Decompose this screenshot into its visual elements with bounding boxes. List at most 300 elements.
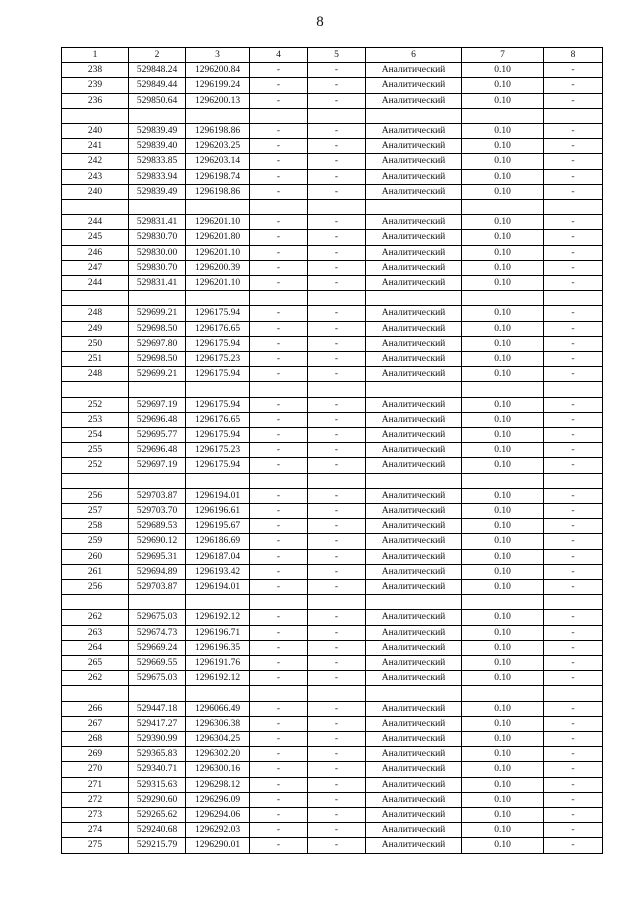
table-cell: 0.10	[462, 777, 544, 792]
table-cell: Аналитический	[366, 838, 462, 853]
table-cell: 529290.60	[129, 792, 186, 807]
table-cell: -	[544, 838, 603, 853]
column-header: 7	[462, 48, 544, 63]
table-cell: -	[250, 260, 308, 275]
table-cell: 1296290.01	[186, 838, 250, 853]
table-cell: Аналитический	[366, 716, 462, 731]
table-cell: 529849.44	[129, 78, 186, 93]
table-cell: -	[250, 169, 308, 184]
table-cell: 0.10	[462, 276, 544, 291]
table-cell	[462, 686, 544, 701]
table-cell: -	[544, 321, 603, 336]
table-cell: 1296300.16	[186, 762, 250, 777]
table-cell: -	[308, 412, 366, 427]
table-cell: 0.10	[462, 169, 544, 184]
table-cell: -	[308, 124, 366, 139]
table-cell: 529365.83	[129, 747, 186, 762]
table-cell: -	[250, 458, 308, 473]
table-cell: 248	[62, 306, 129, 321]
table-cell: 0.10	[462, 823, 544, 838]
table-row	[62, 488, 603, 503]
table-cell: 242	[62, 154, 129, 169]
table-cell: -	[544, 808, 603, 823]
table-cell: 0.10	[462, 580, 544, 595]
table-cell	[308, 595, 366, 610]
table-cell: 0.10	[462, 488, 544, 503]
table-cell: -	[544, 656, 603, 671]
table-row	[62, 564, 603, 579]
table-cell: 529848.24	[129, 63, 186, 78]
table-cell: 0.10	[462, 838, 544, 853]
table-cell: 0.10	[462, 625, 544, 640]
table-cell: 1296200.84	[186, 63, 250, 78]
table-cell	[462, 291, 544, 306]
table-cell	[250, 382, 308, 397]
table-cell: -	[250, 336, 308, 351]
table-row	[62, 154, 603, 169]
table-cell: -	[308, 336, 366, 351]
table-cell: 260	[62, 549, 129, 564]
table-cell	[366, 108, 462, 123]
table-cell: 529839.49	[129, 124, 186, 139]
table-row-spacer	[62, 108, 603, 123]
table-cell: -	[544, 139, 603, 154]
table-row	[62, 412, 603, 427]
table-cell: -	[308, 139, 366, 154]
table-row	[62, 397, 603, 412]
table-cell: Аналитический	[366, 625, 462, 640]
table-cell: 0.10	[462, 352, 544, 367]
table-row	[62, 747, 603, 762]
table-cell: Аналитический	[366, 336, 462, 351]
table-cell	[62, 686, 129, 701]
table-cell: -	[544, 412, 603, 427]
table-cell	[186, 200, 250, 215]
table-cell: 1296176.65	[186, 321, 250, 336]
table-cell: -	[544, 610, 603, 625]
table-row	[62, 625, 603, 640]
table-row	[62, 732, 603, 747]
table-cell: -	[544, 78, 603, 93]
table-cell: 252	[62, 397, 129, 412]
table-cell	[308, 200, 366, 215]
table-cell: -	[544, 777, 603, 792]
table-row	[62, 701, 603, 716]
table-cell: 270	[62, 762, 129, 777]
table-cell: 529830.70	[129, 230, 186, 245]
table-cell: Аналитический	[366, 701, 462, 716]
table-cell: -	[250, 808, 308, 823]
table-cell: 252	[62, 458, 129, 473]
table-cell: -	[250, 412, 308, 427]
table-cell: 0.10	[462, 412, 544, 427]
table-cell: 257	[62, 504, 129, 519]
table-row	[62, 640, 603, 655]
table-cell: -	[544, 276, 603, 291]
table-cell: -	[308, 808, 366, 823]
table-cell: Аналитический	[366, 352, 462, 367]
table-cell: Аналитический	[366, 808, 462, 823]
table-cell: Аналитический	[366, 245, 462, 260]
table-cell: 0.10	[462, 534, 544, 549]
table-cell: 1296294.06	[186, 808, 250, 823]
table-cell: Аналитический	[366, 823, 462, 838]
table-cell: 0.10	[462, 640, 544, 655]
table-cell: 1296199.24	[186, 78, 250, 93]
table-cell: 529340.71	[129, 762, 186, 777]
table-cell: -	[308, 276, 366, 291]
table-cell: 0.10	[462, 808, 544, 823]
table-cell: 1296194.01	[186, 488, 250, 503]
table-row	[62, 777, 603, 792]
table-cell: 529830.00	[129, 245, 186, 260]
table-row-spacer	[62, 686, 603, 701]
table-cell: -	[544, 169, 603, 184]
column-header: 8	[544, 48, 603, 63]
table-cell: -	[250, 63, 308, 78]
table-cell	[544, 595, 603, 610]
table-cell: Аналитический	[366, 762, 462, 777]
table-cell: -	[308, 63, 366, 78]
table-cell: 0.10	[462, 458, 544, 473]
table-cell: 1296175.94	[186, 458, 250, 473]
table-cell: 0.10	[462, 762, 544, 777]
table-row	[62, 519, 603, 534]
table-cell: Аналитический	[366, 215, 462, 230]
table-cell: 529703.70	[129, 504, 186, 519]
table-cell: -	[308, 215, 366, 230]
table-cell: 0.10	[462, 656, 544, 671]
table-cell: 269	[62, 747, 129, 762]
table-cell	[129, 595, 186, 610]
column-header: 4	[250, 48, 308, 63]
table-cell: -	[250, 640, 308, 655]
table-cell: 1296298.12	[186, 777, 250, 792]
table-cell: 529447.18	[129, 701, 186, 716]
table-cell: 240	[62, 184, 129, 199]
table-cell: 267	[62, 716, 129, 731]
table-cell: 0.10	[462, 367, 544, 382]
table-cell: 529697.19	[129, 397, 186, 412]
table-cell: -	[308, 321, 366, 336]
table-row	[62, 245, 603, 260]
table-row	[62, 124, 603, 139]
table-cell: -	[250, 504, 308, 519]
table-cell: 1296304.25	[186, 732, 250, 747]
table-cell: -	[308, 671, 366, 686]
table-cell: -	[250, 488, 308, 503]
table-cell: 0.10	[462, 78, 544, 93]
table-cell: -	[308, 564, 366, 579]
table-cell: -	[250, 610, 308, 625]
table-cell: Аналитический	[366, 93, 462, 108]
table-cell: Аналитический	[366, 549, 462, 564]
table-row	[62, 762, 603, 777]
table-cell: -	[308, 352, 366, 367]
table-cell	[62, 473, 129, 488]
table-cell: -	[250, 519, 308, 534]
table-cell	[544, 291, 603, 306]
table-cell: 529697.19	[129, 458, 186, 473]
table-cell: 266	[62, 701, 129, 716]
table-cell: 529675.03	[129, 610, 186, 625]
table-cell: 529694.89	[129, 564, 186, 579]
table-cell: -	[308, 504, 366, 519]
table-cell: Аналитический	[366, 671, 462, 686]
table-cell	[62, 291, 129, 306]
table-cell: 259	[62, 534, 129, 549]
table-cell: -	[250, 78, 308, 93]
table-cell	[250, 291, 308, 306]
table-cell	[462, 595, 544, 610]
table-cell: -	[308, 488, 366, 503]
table-cell	[62, 595, 129, 610]
table-cell: 529850.64	[129, 93, 186, 108]
table-cell	[129, 382, 186, 397]
table-cell: -	[308, 367, 366, 382]
table-cell: 272	[62, 792, 129, 807]
table-row-spacer	[62, 200, 603, 215]
table-cell: -	[250, 215, 308, 230]
table-cell: -	[544, 443, 603, 458]
table-cell: -	[308, 184, 366, 199]
table-cell: -	[544, 823, 603, 838]
table-cell: 247	[62, 260, 129, 275]
table-cell: 1296198.86	[186, 124, 250, 139]
table-cell	[129, 108, 186, 123]
table-cell: 529831.41	[129, 276, 186, 291]
table-cell: 263	[62, 625, 129, 640]
table-cell: 0.10	[462, 154, 544, 169]
table-cell: 1296192.12	[186, 671, 250, 686]
table-cell: -	[544, 215, 603, 230]
table-cell: 236	[62, 93, 129, 108]
table-cell: Аналитический	[366, 458, 462, 473]
table-cell: 1296194.01	[186, 580, 250, 595]
table-cell: 1296302.20	[186, 747, 250, 762]
table-cell: -	[250, 580, 308, 595]
column-header: 1	[62, 48, 129, 63]
table-cell: -	[308, 580, 366, 595]
table-cell: 0.10	[462, 610, 544, 625]
table-cell	[129, 291, 186, 306]
table-cell: -	[308, 549, 366, 564]
table-cell: Аналитический	[366, 534, 462, 549]
table-cell: -	[544, 352, 603, 367]
table-cell: 0.10	[462, 519, 544, 534]
table-cell: 241	[62, 139, 129, 154]
table-cell: 1296198.86	[186, 184, 250, 199]
table-cell: 244	[62, 276, 129, 291]
table-cell: -	[250, 671, 308, 686]
page-number: 8	[316, 14, 324, 30]
table-cell: -	[544, 747, 603, 762]
table-cell: 1296175.94	[186, 397, 250, 412]
table-cell: 262	[62, 671, 129, 686]
table-cell	[544, 473, 603, 488]
table-cell	[250, 200, 308, 215]
table-cell: Аналитический	[366, 640, 462, 655]
table-cell: -	[250, 747, 308, 762]
table-cell: 0.10	[462, 701, 544, 716]
table-cell	[544, 382, 603, 397]
table-cell: Аналитический	[366, 580, 462, 595]
table-cell: -	[308, 93, 366, 108]
table-cell	[62, 108, 129, 123]
table-cell	[308, 291, 366, 306]
table-cell: -	[308, 640, 366, 655]
table-cell: -	[544, 184, 603, 199]
table-cell: 0.10	[462, 443, 544, 458]
table-cell: -	[308, 747, 366, 762]
table-cell: -	[250, 534, 308, 549]
table-cell	[544, 200, 603, 215]
table-row-spacer	[62, 291, 603, 306]
table-cell	[462, 382, 544, 397]
table-cell: 1296201.10	[186, 215, 250, 230]
table-cell: -	[250, 184, 308, 199]
table-cell: 1296292.03	[186, 823, 250, 838]
table-cell: -	[308, 397, 366, 412]
table-cell: 529703.87	[129, 580, 186, 595]
table-cell: 529696.48	[129, 412, 186, 427]
table-cell: 262	[62, 610, 129, 625]
table-cell: 529390.99	[129, 732, 186, 747]
table-body	[62, 63, 603, 853]
table-cell: 1296193.42	[186, 564, 250, 579]
table-cell: -	[308, 777, 366, 792]
table-cell: 529690.12	[129, 534, 186, 549]
table-cell: -	[250, 762, 308, 777]
table-cell: -	[250, 397, 308, 412]
table-cell	[366, 382, 462, 397]
table-cell: -	[250, 549, 308, 564]
table-cell: -	[308, 534, 366, 549]
table-cell	[366, 686, 462, 701]
table-cell: 1296187.04	[186, 549, 250, 564]
table-cell: 0.10	[462, 215, 544, 230]
table-cell: -	[250, 306, 308, 321]
table-cell	[462, 473, 544, 488]
table-cell: -	[544, 124, 603, 139]
table-cell: Аналитический	[366, 367, 462, 382]
table-row	[62, 504, 603, 519]
table-cell: 251	[62, 352, 129, 367]
table-row	[62, 352, 603, 367]
table-cell: 1296200.39	[186, 260, 250, 275]
table-cell	[186, 382, 250, 397]
table-cell: -	[250, 428, 308, 443]
table-cell: 254	[62, 428, 129, 443]
table-cell: -	[308, 458, 366, 473]
table-cell: Аналитический	[366, 306, 462, 321]
table-cell: 0.10	[462, 792, 544, 807]
table-cell: Аналитический	[366, 276, 462, 291]
table-cell: 1296201.80	[186, 230, 250, 245]
table-cell: Аналитический	[366, 488, 462, 503]
table-cell: 0.10	[462, 732, 544, 747]
table-row	[62, 321, 603, 336]
table-cell: 529240.68	[129, 823, 186, 838]
table-cell: 529417.27	[129, 716, 186, 731]
table-cell: 529695.31	[129, 549, 186, 564]
table-cell: 273	[62, 808, 129, 823]
table-cell: -	[250, 124, 308, 139]
table-cell: -	[308, 701, 366, 716]
table-cell: 1296175.23	[186, 443, 250, 458]
table-cell: 0.10	[462, 564, 544, 579]
table-cell: Аналитический	[366, 747, 462, 762]
table-cell: 244	[62, 215, 129, 230]
table-cell: -	[544, 245, 603, 260]
table-cell	[308, 108, 366, 123]
table-cell: 240	[62, 124, 129, 139]
table-row	[62, 428, 603, 443]
table-cell: 0.10	[462, 671, 544, 686]
table-row	[62, 230, 603, 245]
table-cell: 243	[62, 169, 129, 184]
table-cell: 249	[62, 321, 129, 336]
table-cell: 1296186.69	[186, 534, 250, 549]
table-cell: 0.10	[462, 245, 544, 260]
table-cell: 0.10	[462, 93, 544, 108]
table-cell: Аналитический	[366, 428, 462, 443]
table-cell	[544, 686, 603, 701]
table-cell: -	[544, 260, 603, 275]
table-cell: -	[250, 823, 308, 838]
table-cell: 1296066.49	[186, 701, 250, 716]
table-cell: 1296201.10	[186, 276, 250, 291]
table-cell: 264	[62, 640, 129, 655]
table-cell: 0.10	[462, 139, 544, 154]
table-cell: -	[308, 519, 366, 534]
table-cell: -	[544, 367, 603, 382]
table-cell: -	[250, 230, 308, 245]
table-cell: 0.10	[462, 124, 544, 139]
table-row	[62, 823, 603, 838]
table-cell: Аналитический	[366, 63, 462, 78]
table-cell: -	[250, 656, 308, 671]
table-cell	[544, 108, 603, 123]
table-cell: 0.10	[462, 504, 544, 519]
table-cell	[186, 473, 250, 488]
table-cell: -	[250, 625, 308, 640]
table-cell: -	[308, 732, 366, 747]
table-cell: 1296175.94	[186, 428, 250, 443]
table-cell: 238	[62, 63, 129, 78]
table-cell: -	[308, 443, 366, 458]
table-cell: 271	[62, 777, 129, 792]
table-cell: -	[308, 230, 366, 245]
table-cell: -	[544, 504, 603, 519]
table-cell: 275	[62, 838, 129, 853]
table-cell	[366, 473, 462, 488]
table-row	[62, 336, 603, 351]
table-cell	[186, 595, 250, 610]
table-cell: 1296201.10	[186, 245, 250, 260]
table-cell: -	[308, 716, 366, 731]
table-cell: 265	[62, 656, 129, 671]
table-cell: 529696.48	[129, 443, 186, 458]
table-cell: Аналитический	[366, 321, 462, 336]
table-row-spacer	[62, 382, 603, 397]
table-cell: -	[544, 93, 603, 108]
table-cell	[366, 291, 462, 306]
table-cell: -	[308, 428, 366, 443]
table-cell: 1296196.71	[186, 625, 250, 640]
table-row	[62, 458, 603, 473]
table-cell	[186, 108, 250, 123]
